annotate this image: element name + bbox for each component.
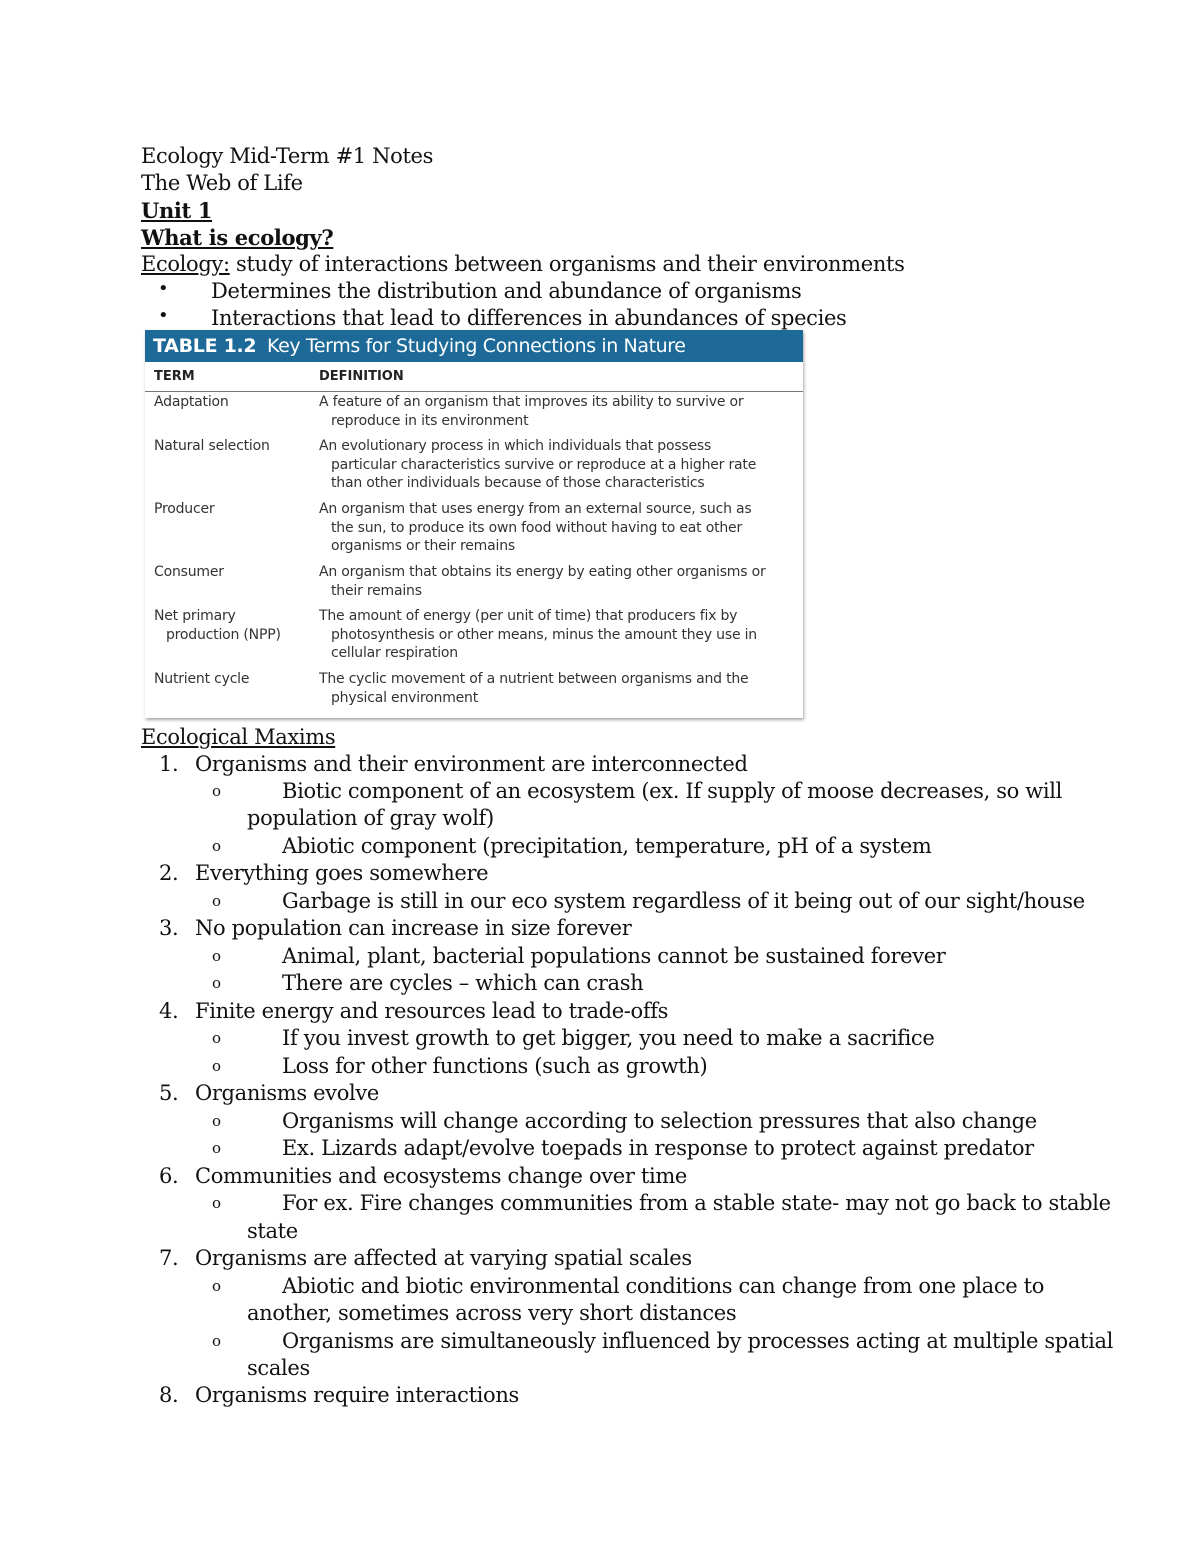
definition-line: particular characteristics survive or reproduce at a higher rate (331, 456, 757, 473)
definition-line: their remains (331, 582, 422, 599)
doc-title: Ecology Mid-Term #1 Notes (141, 144, 434, 168)
term-line: Consumer (154, 564, 224, 580)
unit-heading: Unit 1 (141, 198, 213, 223)
maxim-number: 7. (159, 1246, 179, 1270)
hollow-bullet-icon: o (212, 837, 222, 855)
bullet-icon: • (158, 305, 169, 326)
maxim-number: 8. (159, 1383, 179, 1407)
table-cell-definition (319, 393, 789, 430)
maxim-item: Organisms evolve (195, 1081, 379, 1105)
maxim-sub-item-continued: another, sometimes across very short distances (247, 1301, 737, 1325)
maxim-number: 2. (159, 861, 179, 885)
maxim-sub-item: Abiotic component (precipitation, temperature, pH of a system (282, 834, 932, 858)
definition-line: photosynthesis or other means, minus the amount they use in (331, 626, 757, 643)
maxim-sub-item: Garbage is still in our eco system regardless of it being out of our sight/house (282, 889, 1085, 913)
maxim-sub-item: There are cycles – which can crash (282, 971, 644, 995)
table-cell-term (154, 563, 224, 582)
term-line: Net primary (154, 608, 236, 624)
definition-line: The cyclic movement of a nutrient between organisms and the (319, 671, 749, 687)
maxim-number: 3. (159, 916, 179, 940)
table-header-bar (145, 330, 803, 362)
definition-line: physical environment (331, 689, 479, 706)
hollow-bullet-icon: o (212, 1057, 222, 1075)
table-column-headers (145, 362, 803, 392)
column-term: TERM (154, 369, 195, 384)
maxim-item: Organisms and their environment are interconnected (195, 752, 748, 776)
table-cell-definition (319, 500, 789, 556)
maxim-sub-item: Abiotic and biotic environmental conditions can change from one place to (282, 1274, 1045, 1298)
hollow-bullet-icon: o (212, 1194, 222, 1212)
table-number: TABLE 1.2 (153, 335, 257, 357)
key-terms-table-figure (145, 330, 803, 718)
definition-term: Ecology: (141, 252, 230, 276)
definition-line: The amount of energy (per unit of time) that producers fix by (319, 608, 738, 624)
ecology-definition (141, 251, 905, 278)
bullet-icon: • (158, 278, 169, 299)
maxim-number: 5. (159, 1081, 179, 1105)
table-cell-term (154, 500, 214, 519)
term-line: Adaptation (154, 394, 229, 410)
hollow-bullet-icon: o (212, 974, 222, 992)
maxim-item: No population can increase in size forever (195, 916, 632, 940)
definition-line: An organism that uses energy from an external source, such as (319, 501, 752, 517)
definition-line: An organism that obtains its energy by eating other organisms or (319, 564, 766, 580)
maxim-sub-item: Ex. Lizards adapt/evolve toepads in response to protect against predator (282, 1136, 1034, 1160)
table-cell-term (154, 393, 229, 412)
maxim-sub-item: Loss for other functions (such as growth) (282, 1054, 708, 1078)
maxim-sub-item-continued: state (247, 1219, 298, 1243)
table-title: Key Terms for Studying Connections in Nature (267, 335, 686, 357)
hollow-bullet-icon: o (212, 782, 222, 800)
maxim-number: 1. (159, 752, 179, 776)
definition-bullet: Determines the distribution and abundance of organisms (211, 279, 802, 303)
table-cell-definition (319, 437, 789, 493)
maxim-item: Communities and ecosystems change over time (195, 1164, 687, 1188)
definition-text: study of interactions between organisms and their environments (229, 252, 905, 276)
term-line: Natural selection (154, 438, 270, 454)
definition-line: than other individuals because of those characteristics (331, 475, 705, 491)
maxim-sub-item: Biotic component of an ecosystem (ex. If supply of moose decreases, so will (282, 779, 1062, 803)
table-cell-definition (319, 563, 789, 600)
maxim-number: 6. (159, 1164, 179, 1188)
definition-line: organisms or their remains (331, 538, 515, 554)
table-cell-definition (319, 607, 789, 663)
doc-subtitle: The Web of Life (141, 171, 303, 195)
definition-bullet: Interactions that lead to differences in abundances of species (211, 306, 847, 330)
hollow-bullet-icon: o (212, 1277, 222, 1295)
hollow-bullet-icon: o (212, 1029, 222, 1047)
term-line: production (NPP) (166, 626, 281, 643)
hollow-bullet-icon: o (212, 892, 222, 910)
maxim-item: Everything goes somewhere (195, 861, 489, 885)
maxim-item: Organisms are affected at varying spatial scales (195, 1246, 692, 1270)
maxim-item: Finite energy and resources lead to trade-offs (195, 999, 669, 1023)
definition-line: cellular respiration (331, 645, 458, 661)
maxim-sub-item: Organisms will change according to selection pressures that also change (282, 1109, 1037, 1133)
table-cell-term (154, 607, 281, 644)
maxim-sub-item: If you invest growth to get bigger, you need to make a sacrifice (282, 1026, 935, 1050)
table-cell-term (154, 670, 249, 689)
term-line: Producer (154, 501, 215, 517)
maxim-sub-item-continued: population of gray wolf) (247, 806, 494, 830)
maxims-heading: Ecological Maxims (141, 725, 336, 749)
maxim-number: 4. (159, 999, 179, 1023)
definition-line: the sun, to produce its own food without having to eat other (331, 519, 743, 536)
table-cell-definition (319, 670, 789, 707)
maxim-sub-item: Organisms are simultaneously influenced by processes acting at multiple spatial (282, 1329, 1114, 1353)
maxim-sub-item: For ex. Fire changes communities from a stable state- may not go back to stable (282, 1191, 1111, 1215)
table-cell-term (154, 437, 270, 456)
column-definition: DEFINITION (319, 369, 404, 384)
hollow-bullet-icon: o (212, 947, 222, 965)
term-line: Nutrient cycle (154, 671, 250, 687)
definition-line: An evolutionary process in which individuals that possess (319, 438, 712, 454)
maxim-item: Organisms require interactions (195, 1383, 519, 1407)
hollow-bullet-icon: o (212, 1112, 222, 1130)
hollow-bullet-icon: o (212, 1139, 222, 1157)
maxim-sub-item-continued: scales (247, 1356, 310, 1380)
maxim-sub-item: Animal, plant, bacterial populations cannot be sustained forever (282, 944, 946, 968)
section-heading: What is ecology? (141, 225, 334, 250)
hollow-bullet-icon: o (212, 1332, 222, 1350)
definition-line: reproduce in its environment (331, 412, 529, 429)
definition-line: A feature of an organism that improves its ability to survive or (319, 394, 744, 410)
